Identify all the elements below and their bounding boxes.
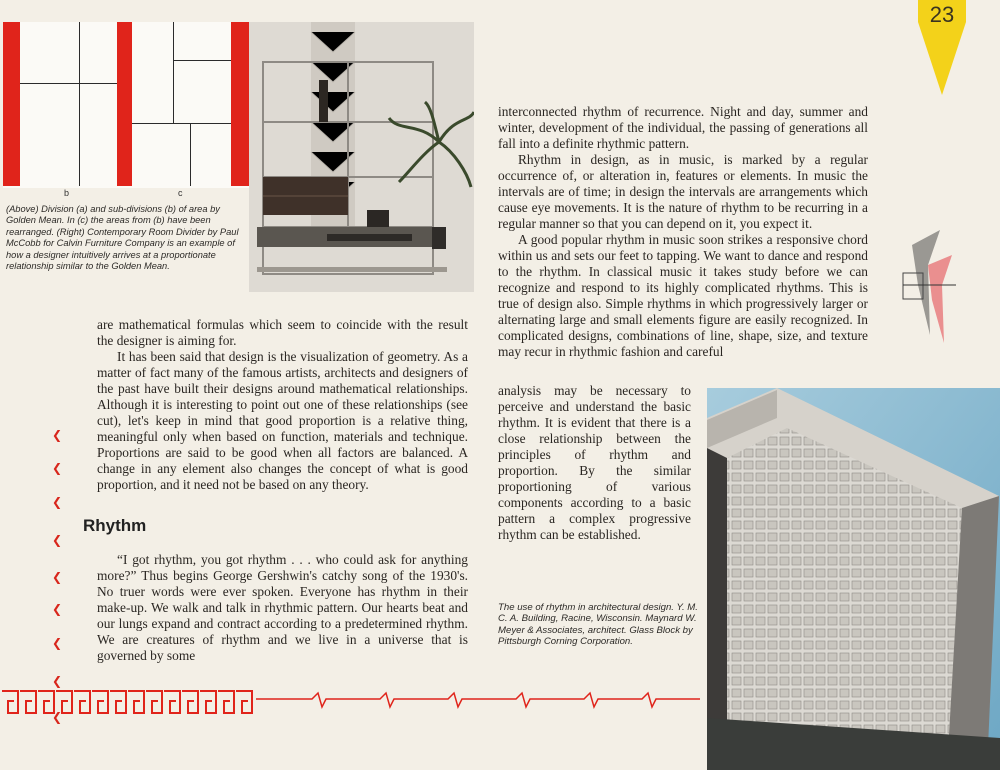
rhythm-margin-mark: ❮ [52,636,63,650]
right-column-text [498,104,868,360]
greek-key-border [0,683,700,723]
rhythm-margin-mark: ❮ [52,674,63,688]
rhythm-margin-mark: ❮ [52,428,63,442]
diagram-label-b: b [64,188,70,198]
rhythm-margin-mark: ❮ [52,461,63,475]
page-number: 23 [929,2,955,27]
rhythm-margin-mark: ❮ [52,495,63,509]
bottom-figure-caption: The use of rhythm in architectural design. Y. M. C. A. Building, Racine, Wisconsin. Maynard W. Meyer & Associates, architect. Glass Block by Pittsburgh Corning Corporation. [498,602,698,648]
ymca-building-photo [707,388,1000,770]
rhythm-margin-mark: ❮ [52,602,63,616]
abstract-rhythm-emblem [900,225,960,345]
top-figure-caption: (Above) Division (a) and sub-divisions (b) of area by Golden Mean. In (c) the areas from (b) have been rearranged. (Right) Contemporary Room Divider by Paul McCobb for Calvin Furniture Company is an example of how a designer intuitively arrives at a proportionate relationship similar to the Golden Mean. [6,204,239,272]
paragraph: A good popular rhythm in music soon strikes a responsive chord within us and sets our feet to tapping. We want to dance and respond to the rhythm. In classical music it takes study before we can recognize and respond to its highly complicated rhythms. This is true of design also. Simple rhythms in which progressively larger or alternating large and small elements figure are easily recognized. In complicated designs, combinations of line, shape, size, and texture may recur in rhythmic fashion and careful [498,232,868,359]
paragraph: interconnected rhythm of recurrence. Night and day, summer and winter, development of the individual, the passing of generations all fall into a definite rhythmic pattern. [498,104,868,151]
rhythm-margin-mark: ❮ [52,710,63,724]
paragraph: “I got rhythm, you got rhythm . . . who could ask for anything more?” Thus begins George Gershwin's catchy song of the 1930's. No truer words were ever spoken. Everyone has rhythm in their make-up. We walk and talk in rhythmic pattern. Our hearts beat and our lungs expand and contract according to a predetermined rhythm. We are creatures of rhythm and we live in a universe that is governed by some [97,552,468,663]
diagram-label-c: c [178,188,183,198]
left-column-text-bottom [97,552,468,664]
paragraph: analysis may be necessary to perceive and understand the basic rhythm. It is evident that there is a close relationship between the principles of rhythm and proportion. By the similar proportioning of various components according to a basic pattern a complex progressive rhythm can be established. [498,383,691,542]
section-heading-rhythm: Rhythm [83,516,147,535]
left-column-text-top [97,317,468,493]
paragraph: Rhythm in design, as in music, is marked by a regular occurrence of, or alteration in, features or elements. In music the intervals are of time; in design the intervals are arrangements which cause eye movements. It is the nature of rhythm to be recurring in a regular manner so that you can depend on it, you expect it. [498,152,868,231]
golden-mean-diagram [3,22,249,188]
right-column-text-narrow [498,383,691,543]
rhythm-wave-line [256,693,700,707]
rhythm-margin-mark: ❮ [52,533,63,547]
paragraph: are mathematical formulas which seem to coincide with the result the designer is aiming for. [97,317,468,348]
rhythm-margin-mark: ❮ [52,570,63,584]
paragraph: It has been said that design is the visualization of geometry. As a matter of fact many of the famous artists, architects and designers of the past have built their designs around mathematical relationships. Although it is interesting to point out one of these relationships (see cut), let's keep in mind that good proportion is a relative thing, meaningful only when based on function, materials and technique. Proportions are said to be good when all factors are balanced. A change in any element also changes the concept of what is good proportion, and it need not be based on any theory. [97,349,468,492]
room-divider-photo [249,22,474,292]
